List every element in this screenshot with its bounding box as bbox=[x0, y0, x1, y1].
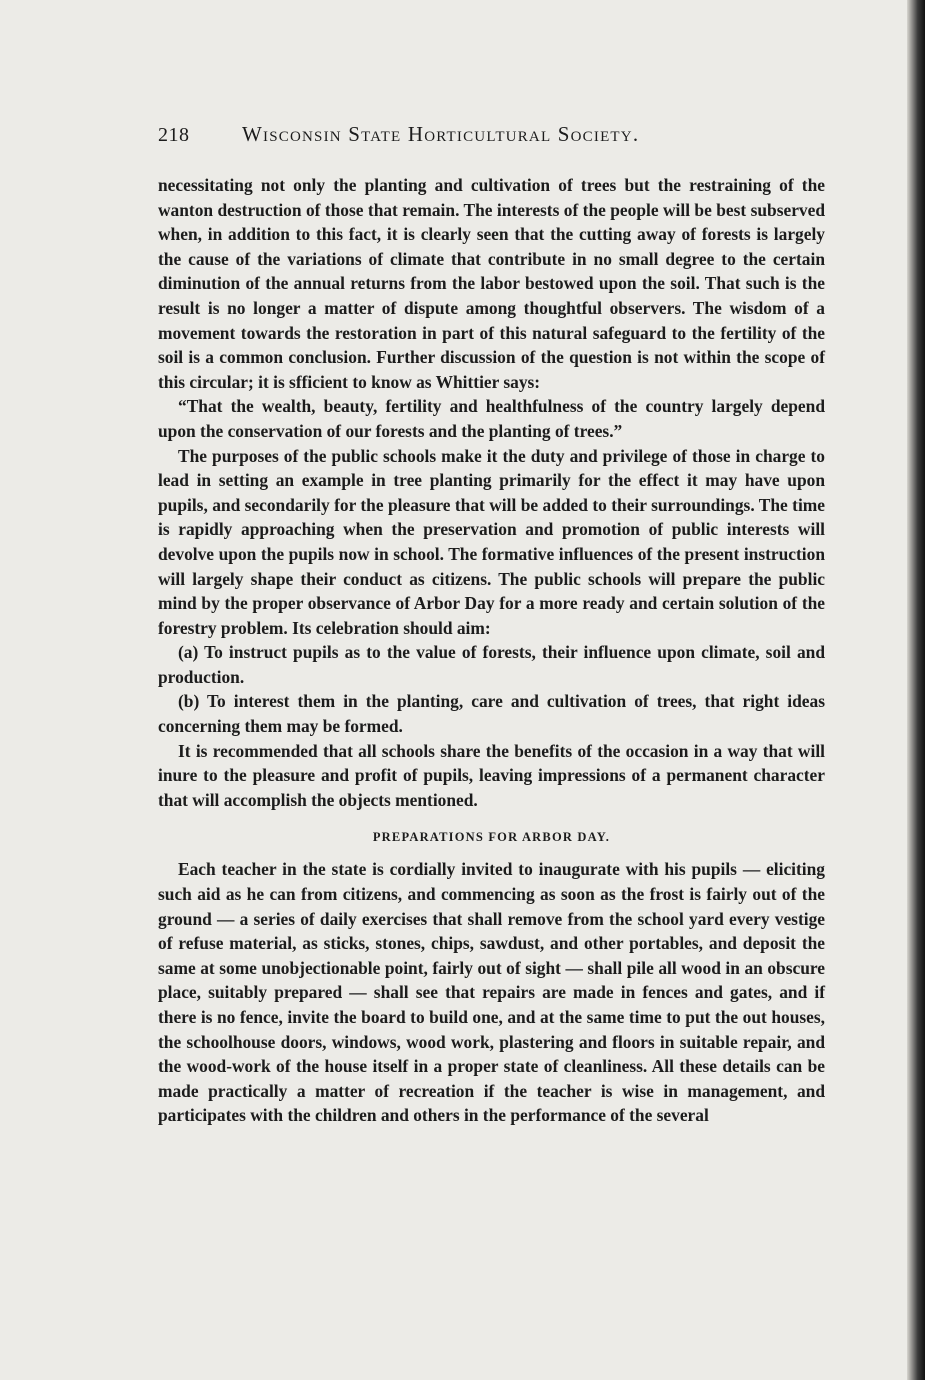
paragraph-recommendation: It is recommended that all schools share the benefits of the occasion in a way that will inure to the pleasure and profit of pupils, leaving impressions of a permanent character that will accomplish the objects mentioned. bbox=[158, 740, 825, 810]
running-header bbox=[158, 122, 825, 147]
paragraph-purposes: The purposes of the public schools make it the duty and privilege of those in charge to lead in setting an example in tree planting primarily for the effect it may have upon pupils, and secondarily for the pleasure that will be added to their surroundings. The time is rapidly approaching when the preservation and promotion of public interests will devolve upon the pupils now in school. The formative influences of the present instruction will largely shape their conduct as citizens. The public schools will prepare the public mind by the proper observance of Arbor Day for a more ready and certain solution of the forestry problem. Its celebration should aim: bbox=[158, 445, 825, 638]
paragraph-aim-a: (a) To instruct pupils as to the value of forests, their influence upon climate, soil and production. bbox=[158, 642, 825, 687]
paragraph-aim-b: (b) To interest them in the planting, care and cultivation of trees, that right ideas concerning them may be formed. bbox=[158, 691, 825, 737]
page-number: 218 bbox=[158, 124, 190, 146]
running-title: Wisconsin State Horticultural Society. bbox=[242, 122, 640, 146]
section-heading: PREPARATIONS FOR ARBOR DAY. bbox=[372, 830, 611, 845]
book-page bbox=[158, 122, 825, 1128]
body-text bbox=[158, 173, 825, 1128]
paragraph-preparations: Each teacher in the state is cordially invited to inaugurate with his pupils — eliciting such aid as he can from citizens, and commencing as soon as the frost is fairly out of the ground — a series of daily exercises that shall remove from the school yard every vestige of refuse material, as sticks, stones, chips, sawdust, and other portables, and deposit the same at some unobjectionable point, fairly out of sight — shall pile all wood in an obscure place, suitably prepared — shall see that repairs are made in fences and gates, and if there is no fence, invite the board to build one, and at the same time to put the out houses, the schoolhouse doors, windows, wood work, plastering and floors in suitable repair, and the wood-work of the house itself in a proper state of cleanliness. All these details can be made practically a matter of recreation if the teacher is wise in management, and participates with the children and others in the performance of the several bbox=[158, 859, 825, 1126]
scan-page-edge bbox=[907, 0, 925, 1380]
paragraph-continuation: necessitating not only the planting and cultivation of trees but the restraining of the wanton destruction of those that remain. The interests of the people will be best subserved when, in addition to this fact, it is clearly seen that the cutting away of forests is largely the cause of the variations of climate that contribute in no small degree to the certain diminution of the annual returns from the labor bestowed upon the soil. That such is the result is no longer a matter of dispute among thoughtful observers. The wisdom of a movement towards the restoration in part of this natural safeguard to the fertility of the soil is a common conclusion. Further discussion of the question is not within the scope of this circular; it is sfficient to know as Whittier says: bbox=[158, 175, 825, 392]
paragraph-whittier-quote: “That the wealth, beauty, fertility and healthfulness of the country largely depend upon the conservation of our forests and the planting of trees.” bbox=[158, 396, 825, 441]
